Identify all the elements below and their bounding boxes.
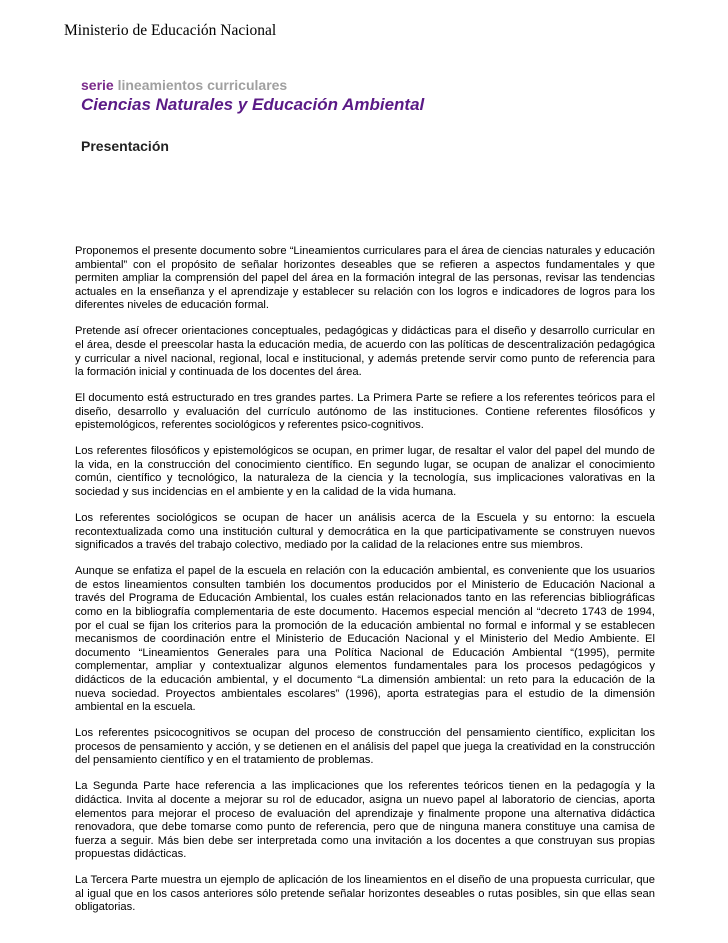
body-text [75,245,655,927]
paragraph-7: Los referentes psicocognitivos se ocupan del proceso de construcción del pensamiento científico, explicitan los procesos de pensamiento y acción, y se detienen en el análisis del papel que juega la creatividad en la construcción del pensamiento científico y en el tratamiento de problemas. [75,727,655,767]
paragraph-6: Aunque se enfatiza el papel de la escuela en relación con la educación ambiental, es conveniente que los usuarios de estos lineamientos consulten también los documentos producidos por el Ministerio de Educación Nacional a través del Programa de Educación Ambiental, los cuales están relacionados tanto en las referencias bibliográficas como en la bibliografía complementaria de este documento. Hacemos especial mención al “decreto 1743 de 1994, por el cual se fijan los criterios para la promoción de la educación ambiental no formal e informal y se establecen mecanismos de coordinación entre el Ministerio de Educación Nacional y el Ministerio del Medio Ambiente. El documento “Lineamientos Generales para una Política Nacional de Educación Ambiental “(1995), permite complementar, ampliar y contextualizar algunos elementos fundamentales para los procesos pedagógicos y didácticos de la educación ambiental, y el documento “La dimensión ambiental: un reto para la educación de la nueva sociedad. Proyectos ambientales escolares” (1996), aporta estrategias para el estudio de la dimensión ambiental en la escuela. [75,565,655,714]
series-name: lineamientos curriculares [117,77,288,93]
series-prefix: serie [81,77,114,93]
page-header-ministry: Ministerio de Educación Nacional [64,22,277,39]
paragraph-3: El documento está estructurado en tres grandes partes. La Primera Parte se refiere a los referentes teóricos para el diseño, desarrollo y evaluación del currículo autónomo de las instituciones. Contiene referentes filosóficos y epistemológicos, referentes sociológicos y referentes psico-cognitivos. [75,392,655,432]
paragraph-9: La Tercera Parte muestra un ejemplo de aplicación de los lineamientos en el diseño de una propuesta curricular, que al igual que en los casos anteriores sólo pretende señalar horizontes deseables o rutas posibles, sin que ellas sean obligatorias. [75,874,655,914]
series-label [81,77,287,93]
section-title: Presentación [81,138,169,154]
paragraph-4: Los referentes filosóficos y epistemológicos se ocupan, en primer lugar, de resaltar el valor del papel del mundo de la vida, en la construcción del conocimiento científico. En segundo lugar, se ocupan de analizar el conocimiento común, científico y tecnológico, la naturaleza de la ciencia y la tecnología, sus implicaciones valorativas en la sociedad y sus incidencias en el ambiente y en la calidad de la vida humana. [75,445,655,499]
paragraph-2: Pretende así ofrecer orientaciones conceptuales, pedagógicas y didácticas para el diseño y desarrollo curricular en el área, desde el preescolar hasta la educación media, de acuerdo con las políticas de descentralización pedagógica y curricular a nivel nacional, regional, local e institucional, y además pretende servir como punto de referencia para la formación inicial y continuada de los docentes del área. [75,325,655,379]
paragraph-1: Proponemos el presente documento sobre “Lineamientos curriculares para el área de ciencias naturales y educación ambiental” con el propósito de señalar horizontes deseables que se refieren a aspectos fundamentales y que permiten ampliar la comprensión del papel del área en la formación integral de las personas, revisar las tendencias actuales en la enseñanza y el aprendizaje y establecer su relación con los logros e indicadores de logros para los diferentes niveles de educación formal. [75,245,655,312]
paragraph-5: Los referentes sociológicos se ocupan de hacer un análisis acerca de la Escuela y su entorno: la escuela recontextualizada como una institución cultural y democrática en la que participativamente se construyen nuevos significados a través del trabajo colectivo, mediado por la calidad de la relaciones entre sus miembros. [75,512,655,552]
paragraph-8: La Segunda Parte hace referencia a las implicaciones que los referentes teóricos tienen en la pedagogía y la didáctica. Invita al docente a mejorar su rol de educador, asigna un nuevo papel al laboratorio de ciencias, aporta elementos para mejorar el proceso de evaluación del aprendizaje y finalmente propone una alternativa didáctica renovadora, que debe tomarse como punto de referencia, pero que de ninguna manera constituye una camisa de fuerza a seguir. Más bien debe ser interpretada como una invitación a los docentes a que construyan sus propias propuestas didácticas. [75,780,655,861]
document-title: Ciencias Naturales y Educación Ambiental [81,95,425,114]
